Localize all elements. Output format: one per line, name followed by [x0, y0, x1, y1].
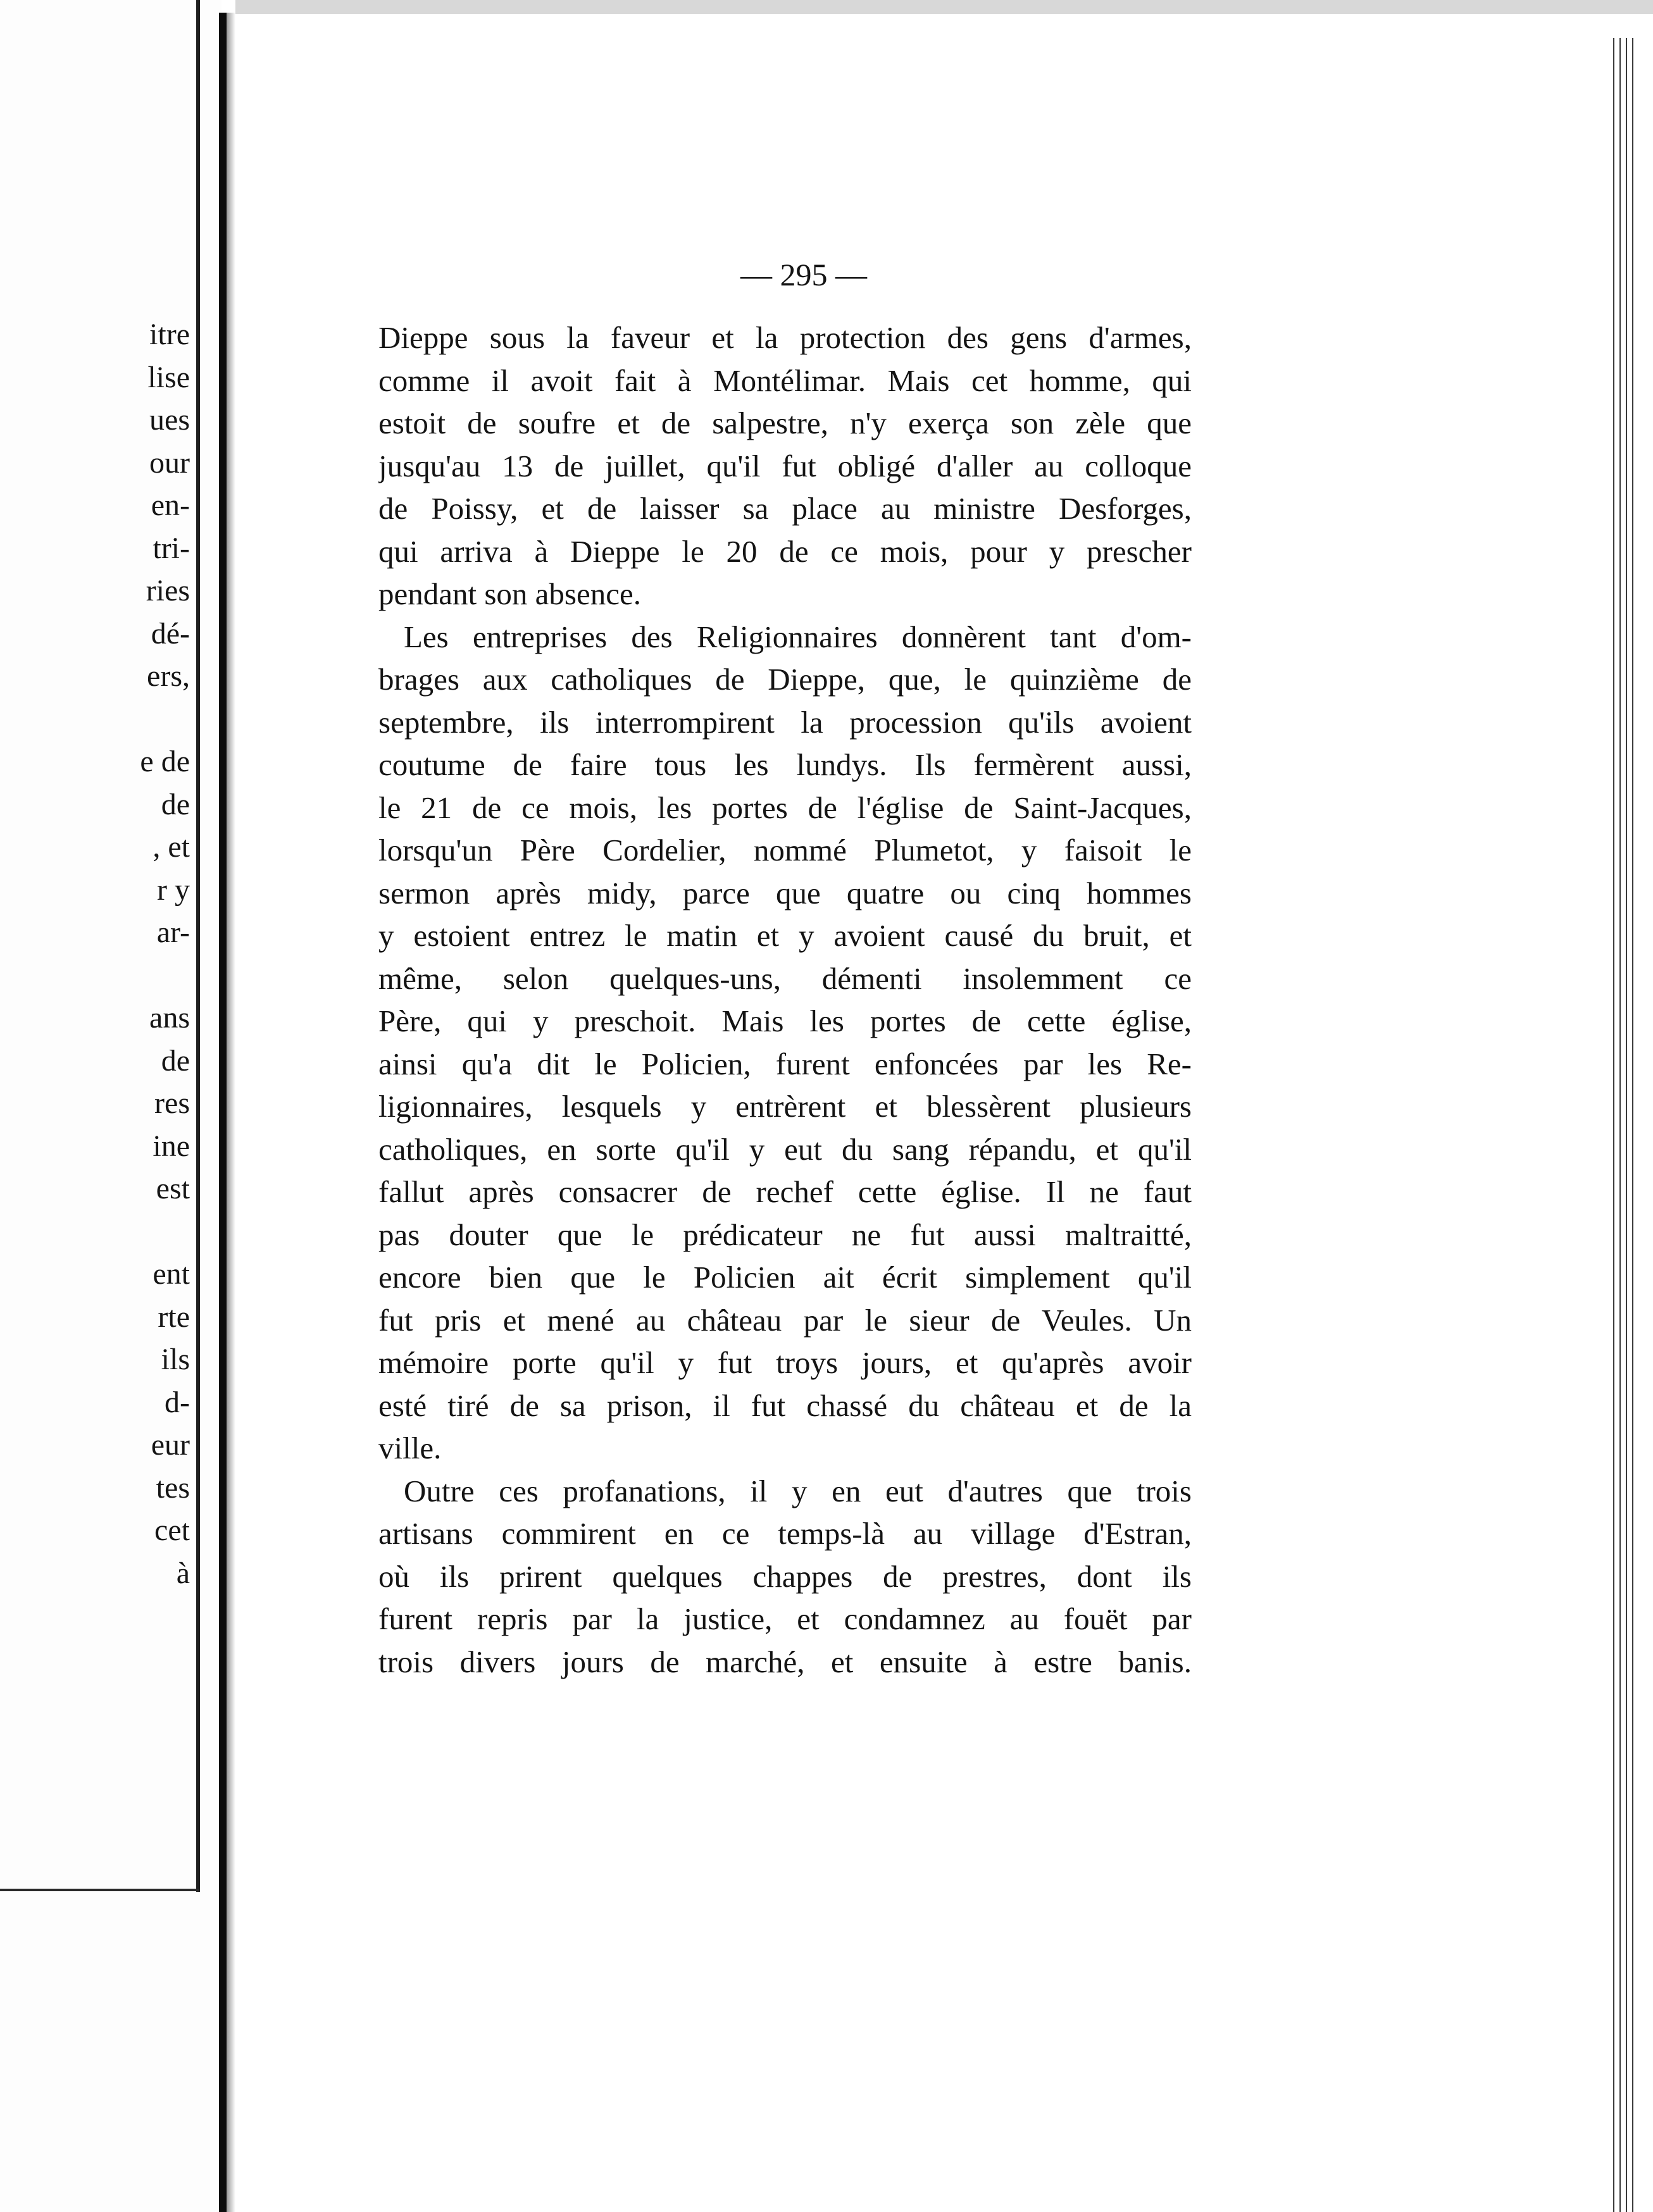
text-line: fut pris et mené au château par le sieur de Veules. Un [378, 1302, 1192, 1338]
text-line: qui arriva à Dieppe le 20 de ce mois, pour y prescher [378, 533, 1192, 569]
text-line: Père, qui y preschoit. Mais les portes de cette église, [378, 1003, 1192, 1038]
previous-page-text-fragments [0, 313, 190, 1594]
left-fragment: tes [156, 1470, 190, 1505]
left-fragment: en- [151, 488, 190, 522]
previous-page-edge [196, 0, 200, 1892]
left-fragment: rte [158, 1300, 190, 1334]
text-line: Les entreprises des Religionnaires donnèrent tant d'om- [404, 619, 1192, 654]
left-fragment: ries [146, 574, 190, 607]
left-fragment: ils [161, 1343, 190, 1376]
left-fragment-gap [0, 698, 190, 741]
left-fragment: ar- [156, 916, 190, 949]
left-fragment: our [149, 445, 190, 480]
left-fragment: est [156, 1172, 190, 1205]
left-fragment: ans [149, 1001, 190, 1035]
left-fragment: à [176, 1556, 190, 1590]
previous-page-bottom-edge [0, 1889, 199, 1891]
text-line: ville. [378, 1431, 442, 1465]
previous-page-strip [0, 0, 221, 2212]
text-line: jusqu'au 13 de juillet, qu'il fut obligé d'aller au colloque [378, 448, 1192, 483]
text-line: où ils prirent quelques chappes de prestres, dont ils [378, 1558, 1192, 1594]
text-line: brages aux catholiques de Dieppe, que, le quinzième de [378, 662, 1192, 697]
text-line: fallut après consacrer de rechef cette église. Il ne faut [378, 1174, 1192, 1209]
text-line: trois divers jours de marché, et ensuite à estre banis. [378, 1644, 1192, 1679]
left-fragment-gap [0, 1210, 190, 1253]
left-fragment: ine [153, 1129, 190, 1163]
text-line: catholiques, en sorte qu'il y eut du sang répandu, et qu'il [378, 1131, 1192, 1167]
left-fragment: tri- [153, 531, 190, 565]
page-body-text [378, 316, 1192, 1683]
text-line: comme il avoit fait à Montélimar. Mais cet homme, qui [378, 363, 1192, 398]
text-line: artisans commirent en ce temps-là au village d'Estran, [378, 1516, 1192, 1551]
text-line: sermon après midy, parce que quatre ou cinq hommes [378, 875, 1192, 910]
text-line: septembre, ils interrompirent la procession qu'ils avoient [378, 704, 1192, 740]
left-fragment-gap [0, 954, 190, 997]
text-line: de Poissy, et de laisser sa place au ministre Desforges, [378, 491, 1192, 526]
left-fragment: r y [157, 873, 190, 907]
text-line: mémoire porte qu'il y fut troys jours, et qu'après avoir [378, 1345, 1192, 1380]
top-page-edge [235, 0, 1653, 14]
left-fragment: lise [147, 360, 190, 394]
left-fragment: ent [153, 1257, 190, 1291]
text-line: esté tiré de sa prison, il fut chassé du château et de la [378, 1388, 1192, 1423]
left-fragment: eur [151, 1428, 190, 1462]
left-fragment: de [161, 1043, 190, 1078]
left-fragment: ues [149, 403, 190, 437]
text-line: lorsqu'un Père Cordelier, nommé Plumetot, y faisoit le [378, 833, 1192, 867]
text-line: pas douter que le prédicateur ne fut aussi maltraitté, [378, 1217, 1192, 1252]
text-line: coutume de faire tous les lundys. Ils fermèrent aussi, [378, 747, 1192, 782]
left-fragment: e de [140, 745, 190, 778]
paragraph [378, 616, 1192, 1470]
left-fragment: res [154, 1086, 190, 1120]
text-line: pendant son absence. [378, 576, 641, 611]
text-line: estoit de soufre et de salpestre, n'y exerça son zèle que [378, 406, 1192, 440]
text-line: encore bien que le Policien ait écrit simplement qu'il [378, 1260, 1192, 1295]
paragraph [378, 1470, 1192, 1684]
text-line: Dieppe sous la faveur et la protection des gens d'armes, [378, 320, 1192, 355]
left-fragment: , et [153, 830, 190, 864]
text-line: furent repris par la justice, et condamnez au fouët par [378, 1601, 1192, 1636]
left-fragment: de [161, 787, 190, 821]
left-fragment: dé- [151, 616, 190, 650]
book-leaf-edges [1611, 38, 1636, 2212]
left-fragment: itre [149, 318, 190, 351]
text-line: Outre ces profanations, il y en eut d'autres que trois [404, 1473, 1192, 1508]
text-line: y estoient entrez le matin et y avoient causé du bruit, et [378, 918, 1192, 953]
gutter-shadow [227, 13, 235, 2212]
paragraph [378, 316, 1192, 616]
left-fragment: d- [165, 1385, 190, 1419]
left-fragment: cet [154, 1513, 190, 1547]
text-line: même, selon quelques-uns, démenti insolemment ce [378, 960, 1192, 996]
page-number: — 295 — [740, 257, 867, 292]
text-line: le 21 de ce mois, les portes de l'église de Saint-Jacques, [378, 790, 1192, 825]
text-line: ligionnaires, lesquels y entrèrent et blessèrent plusieurs [378, 1089, 1192, 1124]
left-fragment: ers, [147, 659, 190, 693]
book-gutter [219, 13, 227, 2212]
text-line: ainsi qu'a dit le Policien, furent enfoncées par les Re- [378, 1046, 1192, 1081]
